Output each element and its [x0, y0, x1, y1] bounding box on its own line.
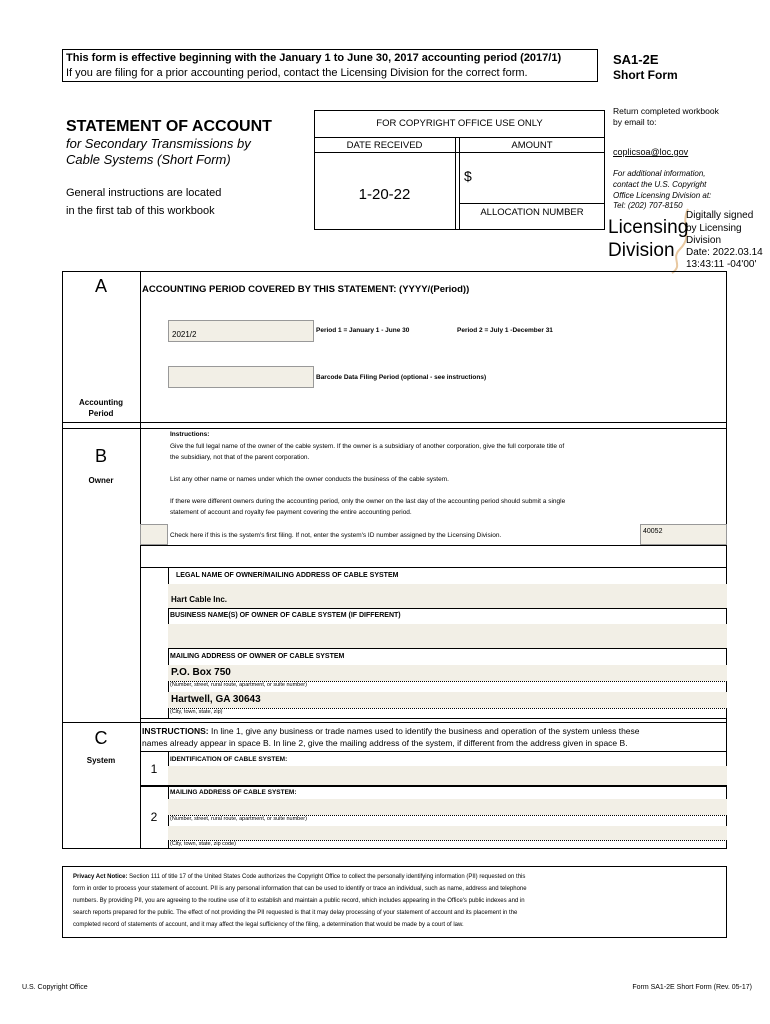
accounting-period-value: 2021/2 [172, 330, 197, 339]
first-filing-row-border [140, 545, 727, 546]
street-address-input[interactable] [168, 665, 727, 681]
effective-notice-line1: This form is effective beginning with the January 1 to June 30, 2017 accounting period (2017/1) [66, 52, 562, 64]
period-1-legend: Period 1 = January 1 - June 30 [316, 327, 410, 334]
owner-instructions-3b: statement of account and royalty fee payment covering the entire accounting period. [170, 509, 412, 516]
footer-left: U.S. Copyright Office [22, 984, 88, 991]
period-2-legend: Period 2 = July 1 -December 31 [457, 327, 553, 334]
section-b-letter: B [94, 446, 107, 466]
system-street-caption: (Number, street, rural route, apartment, or suite number) [170, 816, 307, 822]
signature-text-3: Division [686, 235, 722, 246]
owner-instructions-title: Instructions: [170, 431, 210, 438]
owner-instructions-1b: the subsidiary, not that of the parent corporation. [170, 454, 310, 461]
signer-name-line1: Licensing [608, 217, 689, 238]
system-instructions-bold: INSTRUCTIONS: [142, 726, 209, 736]
form-code: SA1-2E [613, 52, 659, 67]
system-city-input[interactable] [168, 826, 727, 840]
legal-name-value: Hart Cable Inc. [171, 595, 228, 604]
system-line1-number: 1 [150, 762, 158, 776]
system-street-input[interactable] [168, 799, 727, 815]
system-mailing-address-label: MAILING ADDRESS OF CABLE SYSTEM: [170, 789, 297, 796]
page-title: STATEMENT OF ACCOUNT [66, 118, 272, 135]
business-names-input[interactable] [168, 624, 727, 648]
legal-name-label: LEGAL NAME OF OWNER/MAILING ADDRESS OF CABLE SYSTEM [176, 572, 399, 579]
owner-instructions-2: List any other name or names under which the owner conducts the business of the cable system. [170, 476, 449, 483]
privacy-notice-line3: numbers. By providing PII, you are agreeing to the routine use of it to establish and maintain a public record, which includes appearing in the Office's public indexes and in [73, 898, 525, 904]
privacy-notice-line5: completed record of statements of account, and it may affect the legal sufficiency of the filing, a determination that would be made by a court of law. [73, 922, 464, 928]
owner-instructions-1a: Give the full legal name of the owner of the cable system. If the owner is a subsidiary of another corporation, give the full corporate title of [170, 443, 565, 450]
amount-value: $ [464, 168, 472, 184]
section-b-label: Owner [88, 476, 114, 485]
privacy-notice-text1: Section 111 of title 17 of the United States Code authorizes the Copyright Office to collect the personally identifying information (PII) requested on this [127, 874, 526, 880]
mailing-address-label: MAILING ADDRESS OF OWNER OF CABLE SYSTEM [170, 653, 345, 660]
legal-name-input[interactable] [168, 584, 727, 608]
signature-text-1: Digitally signed [686, 210, 754, 221]
privacy-notice-line4: search reports prepared for the public. The effect of not providing the PII requested is that it may delay processing of your statement of account and its placement in the [73, 910, 518, 916]
street-address-value: P.O. Box 750 [171, 667, 231, 678]
city-state-zip-rule [168, 708, 727, 709]
privacy-notice-bold: Privacy Act Notice: [73, 874, 128, 880]
general-instructions-1: General instructions are located [66, 187, 222, 199]
system-id-input[interactable] [640, 524, 727, 545]
section-b-top-border [62, 428, 727, 429]
additional-info-1: For additional information, [613, 169, 706, 178]
privacy-notice-line2: form in order to process your statement of account. PII is any personal information that can be used to identify or trace an individual, such as name, address and telephone [73, 886, 527, 892]
signer-name-line2: Division [608, 240, 675, 261]
return-instructions-1: Return completed workbook [613, 106, 719, 116]
additional-info-2: contact the U.S. Copyright [613, 180, 707, 189]
contact-telephone: Tel: (202) 707-8150 [613, 201, 683, 210]
contact-email-link[interactable]: coplicsoa@loc.gov [613, 147, 689, 157]
system-city-rule [168, 840, 727, 841]
system-identification-label: IDENTIFICATION OF CABLE SYSTEM: [170, 756, 288, 763]
section-c-label: System [86, 756, 116, 765]
system-identification-input[interactable] [168, 766, 727, 785]
city-state-zip-input[interactable] [168, 692, 727, 708]
office-use-col-divider-1 [455, 137, 456, 230]
allocation-number-label: ALLOCATION NUMBER [480, 207, 584, 218]
section-c-top-border [62, 722, 727, 723]
section-a-letter: A [94, 276, 107, 296]
page-subtitle-1: for Secondary Transmissions by [66, 136, 251, 151]
system-instructions-text1: In line 1, give any business or trade names used to identify the business and operation of the system unless these [208, 726, 640, 736]
footer-right: Form SA1-2E Short Form (Rev. 05-17) [632, 984, 752, 991]
business-names-label: BUSINESS NAME(S) OF OWNER OF CABLE SYSTEM (IF DIFFERENT) [170, 612, 401, 619]
additional-info-3: Office Licensing Division at: [613, 191, 712, 200]
city-state-zip-value: Hartwell, GA 30643 [171, 694, 261, 705]
date-received-value: 1-20-22 [358, 186, 411, 203]
owner-instructions-3a: If there were different owners during the accounting period, only the owner on the last day of the accounting period should submit a single [170, 498, 566, 505]
barcode-period-input[interactable] [168, 366, 314, 388]
office-use-title: FOR COPYRIGHT OFFICE USE ONLY [376, 118, 543, 129]
general-instructions-2: in the first tab of this workbook [66, 205, 215, 217]
system-id-value: 40052 [643, 528, 663, 535]
section-a-bottom-border [62, 422, 727, 423]
section-c-letter: C [94, 728, 108, 748]
signature-date-2: 13:43:11 -04'00' [686, 259, 757, 270]
section-a-label-1: Accounting [79, 398, 123, 407]
first-filing-checkbox[interactable] [140, 524, 168, 545]
business-names-bottom-rule [168, 648, 727, 649]
amount-label: AMOUNT [511, 140, 553, 151]
system-city-caption: (City, town, state, zip code) [170, 841, 236, 847]
legal-name-bottom-rule [168, 608, 727, 609]
page-subtitle-2: Cable Systems (Short Form) [66, 152, 231, 167]
return-instructions-2: by email to: [613, 117, 657, 127]
first-filing-label: Check here if this is the system's first filing. If not, enter the system's ID number assigned by the Licensing Division. [170, 532, 502, 539]
effective-notice-line2: If you are filing for a prior accounting period, contact the Licensing Division for the correct form. [66, 67, 528, 79]
date-received-label: DATE RECEIVED [346, 140, 423, 151]
system-instructions-line1 [142, 726, 640, 736]
office-use-divider-2 [314, 152, 605, 153]
accounting-period-heading: ACCOUNTING PERIOD COVERED BY THIS STATEMENT: (YYYY/(Period)) [142, 284, 470, 295]
accounting-period-input[interactable] [168, 320, 314, 342]
section-a-label-2: Period [88, 409, 114, 418]
system-line2-number: 2 [150, 810, 158, 824]
signature-text-2: by Licensing [686, 223, 742, 234]
system-instructions-line2: names already appear in space B. In line 2, give the mailing address of the system, if different from the address given in space B. [142, 738, 628, 748]
privacy-notice-line1 [73, 874, 525, 880]
city-state-zip-caption: (City, town, state, zip) [170, 709, 223, 715]
barcode-period-label: Barcode Data Filing Period (optional - see instructions) [316, 374, 487, 381]
form-type: Short Form [613, 68, 678, 82]
office-use-divider-3 [459, 203, 605, 204]
street-address-caption: (Number, street, rural route, apartment, or suite number) [170, 682, 307, 688]
signature-date-1: Date: 2022.03.14 [686, 247, 763, 258]
